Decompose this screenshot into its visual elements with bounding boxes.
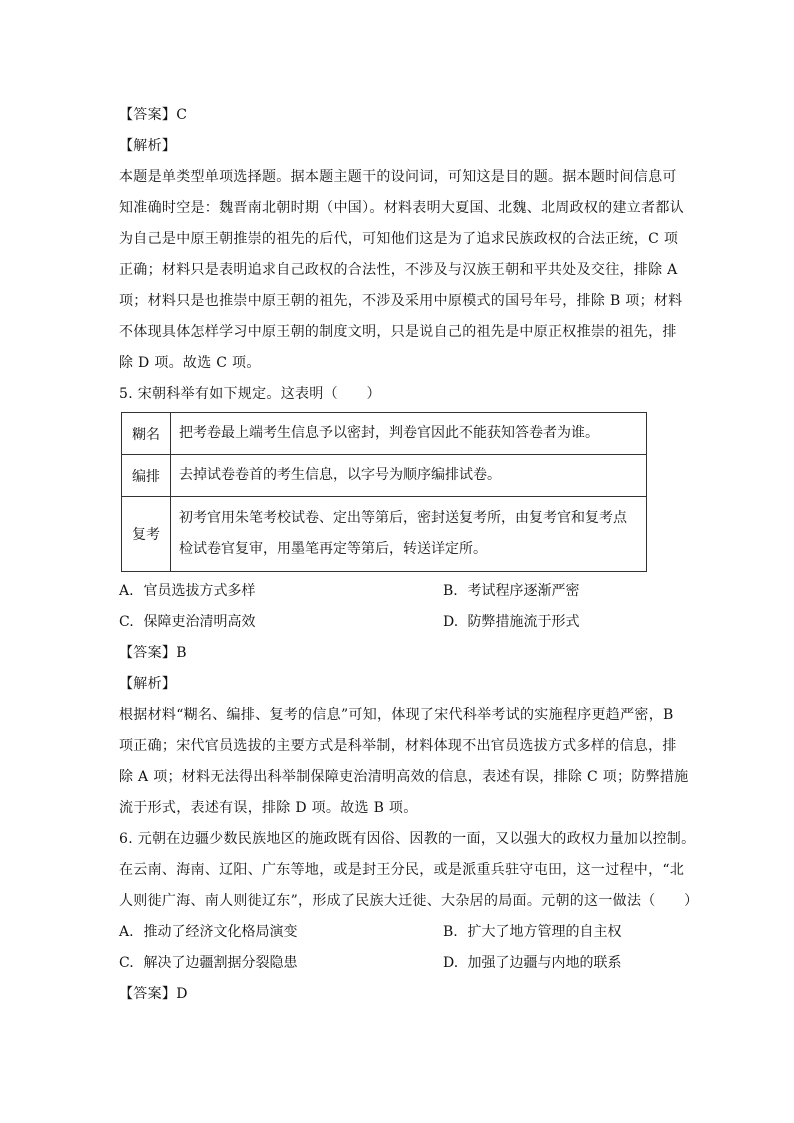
option-c[interactable] — [119, 948, 443, 979]
question-stem-q6 — [119, 824, 699, 917]
analysis-line: 项正确；宋代官员选拔的主要方式是科举制，材料体现不出官员选拔方式多样的信息，排 — [119, 738, 677, 754]
options-q6 — [119, 917, 679, 979]
option-a[interactable] — [119, 576, 443, 607]
answer-line-q6 — [119, 979, 679, 1010]
analysis-line: 除 A 项；材料无法得出科举制保障吏治清明高效的信息，表述有误，排除 C 项；防弊措施 — [119, 769, 689, 785]
stem-line: 人则徙广海、南人则徙辽东”，形成了民族大迁徙、大杂居的局面。元朝的这一做法（ ） — [119, 893, 699, 909]
answer-line-q5 — [119, 638, 679, 669]
rule-text: 去掉试卷卷首的考生信息，以字号为顺序编排试卷。 — [171, 455, 647, 497]
option-label: D. — [443, 614, 459, 630]
option-c[interactable] — [119, 607, 443, 638]
table-row — [122, 413, 647, 455]
answer-value: B — [176, 645, 187, 661]
option-text: 防弊措施流于形式 — [467, 614, 580, 630]
option-b[interactable] — [443, 576, 679, 607]
option-b[interactable] — [443, 917, 679, 948]
option-label: A. — [119, 583, 134, 599]
options-q5 — [119, 576, 679, 638]
analysis-heading-q4: 【解析】 — [119, 138, 177, 154]
rule-name: 复考 — [122, 497, 171, 572]
page-content — [119, 100, 699, 1010]
option-text: 扩大了地方管理的自主权 — [467, 924, 622, 940]
answer-value: C — [176, 107, 188, 123]
analysis-heading-q5: 【解析】 — [119, 676, 177, 692]
analysis-q4 — [119, 162, 684, 379]
option-text: 推动了经济文化格局演变 — [143, 924, 298, 940]
option-text: 解决了边疆割据分裂隐患 — [143, 955, 298, 971]
table-row — [122, 455, 647, 497]
table-row — [122, 497, 647, 572]
analysis-line: 本题是单类型单项选择题。据本题主题干的设问词，可知这是目的题。据本题时间信息可 — [119, 169, 677, 185]
option-d[interactable] — [443, 948, 679, 979]
answer-label: 【答案】 — [119, 107, 177, 123]
stem-line: 6. 元朝在边疆少数民族地区的施政既有因俗、因教的一面，又以强大的政权力量加以控制。 — [119, 831, 696, 847]
analysis-line: 不体现具体怎样学习中原王朝的制度文明，只是说自己的祖先是中原正权推崇的祖先，排 — [119, 324, 677, 340]
rules-table — [121, 412, 647, 572]
analysis-line: 除 D 项。故选 C 项。 — [119, 355, 261, 371]
option-label: B. — [443, 924, 458, 940]
option-label: D. — [443, 955, 459, 971]
option-label: B. — [443, 583, 458, 599]
option-d[interactable] — [443, 607, 679, 638]
analysis-q5 — [119, 700, 689, 824]
rule-name: 糊名 — [122, 413, 171, 455]
question-stem-q5: 5. 宋朝科举有如下规定。这表明（ ） — [119, 386, 381, 402]
option-label: A. — [119, 924, 134, 940]
stem-line: 在云南、海南、辽阳、广东等地，或是封王分民，或是派重兵驻守屯田，这一过程中，“北 — [119, 862, 685, 878]
rule-text: 把考卷最上端考生信息予以密封，判卷官因此不能获知答卷者为谁。 — [171, 413, 647, 455]
analysis-line: 根据材料“糊名、编排、复考的信息”可知，体现了宋代科举考试的实施程序更趋严密，B — [119, 707, 674, 723]
option-a[interactable] — [119, 917, 443, 948]
answer-value: D — [176, 986, 188, 1002]
option-label: C. — [119, 614, 134, 630]
analysis-line: 项；材料只是也推崇中原王朝的祖先，不涉及采用中原模式的国号年号，排除 B 项；材料 — [119, 293, 683, 309]
answer-line-q4 — [119, 100, 679, 131]
analysis-line: 流于形式，表述有误，排除 D 项。故选 B 项。 — [119, 800, 418, 816]
answer-label: 【答案】 — [119, 645, 177, 661]
option-text: 保障吏治清明高效 — [143, 614, 256, 630]
rule-name: 编排 — [122, 455, 171, 497]
rule-text: 初考官用朱笔考校试卷、定出等第后，密封送复考所，由复考官和复考点检试卷官复审，用墨笔再定等第后，转送详定所。 — [171, 497, 647, 572]
analysis-line: 知准确时空是：魏晋南北朝时期（中国）。材料表明大夏国、北魏、北周政权的建立者都认 — [119, 200, 684, 216]
answer-label: 【答案】 — [119, 986, 177, 1002]
analysis-line: 为自己是中原王朝推崇的祖先的后代，可知他们这是为了追求民族政权的合法正统，C 项 — [119, 231, 679, 247]
analysis-line: 正确；材料只是表明追求自己政权的合法性，不涉及与汉族王朝和平共处及交往，排除 A — [119, 262, 678, 278]
option-label: C. — [119, 955, 134, 971]
option-text: 考试程序逐渐严密 — [467, 583, 580, 599]
option-text: 加强了边疆与内地的联系 — [467, 955, 622, 971]
option-text: 官员选拔方式多样 — [143, 583, 256, 599]
